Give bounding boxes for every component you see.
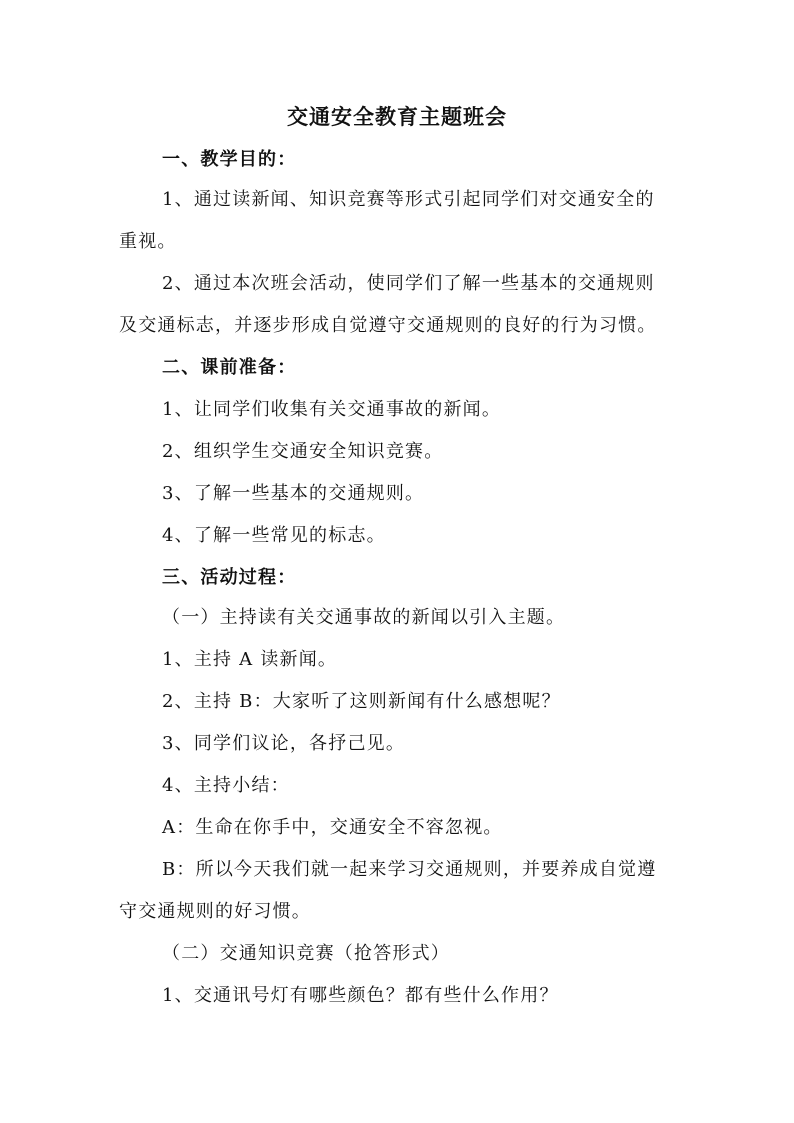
- paragraph-line: 1、交通讯号灯有哪些颜色？都有些什么作用？: [162, 985, 559, 1006]
- paragraph-line: 3、了解一些基本的交通规则。: [162, 483, 425, 504]
- paragraph-line: 守交通规则的好习惯。: [119, 901, 311, 922]
- paragraph-line: （一）主持读有关交通事故的新闻以引入主题。: [162, 607, 566, 628]
- paragraph-line: 3、同学们议论，各抒己见。: [162, 733, 406, 754]
- paragraph-line: 2、主持 B：大家听了这则新闻有什么感想呢？: [162, 691, 561, 712]
- paragraph-line: 1、通过读新闻、知识竞赛等形式引起同学们对交通安全的: [162, 189, 655, 210]
- paragraph-line: 1、主持 A 读新闻。: [162, 649, 338, 670]
- paragraph-line: 及交通标志，并逐步形成自觉遵守交通规则的良好的行为习惯。: [119, 315, 657, 336]
- paragraph-line: 2、通过本次班会活动，使同学们了解一些基本的交通规则: [162, 273, 655, 294]
- paragraph-line: 4、主持小结：: [162, 775, 290, 796]
- document-title: 交通安全教育主题班会: [287, 104, 507, 129]
- section-heading-process: 三、活动过程：: [162, 567, 297, 588]
- paragraph-line: （二）交通知识竞赛（抢答形式）: [162, 943, 450, 964]
- section-heading-preparation: 二、课前准备：: [162, 357, 297, 378]
- paragraph-line: 1、让同学们收集有关交通事故的新闻。: [162, 399, 502, 420]
- paragraph-line: 2、组织学生交通安全知识竞赛。: [162, 441, 444, 462]
- paragraph-line: B：所以今天我们就一起来学习交通规则，并要养成自觉遵: [162, 859, 657, 880]
- section-heading-objectives: 一、教学目的：: [162, 149, 297, 170]
- paragraph-line: A：生命在你手中，交通安全不容忽视。: [162, 817, 503, 838]
- paragraph-line: 重视。: [119, 231, 177, 252]
- paragraph-line: 4、了解一些常见的标志。: [162, 525, 386, 546]
